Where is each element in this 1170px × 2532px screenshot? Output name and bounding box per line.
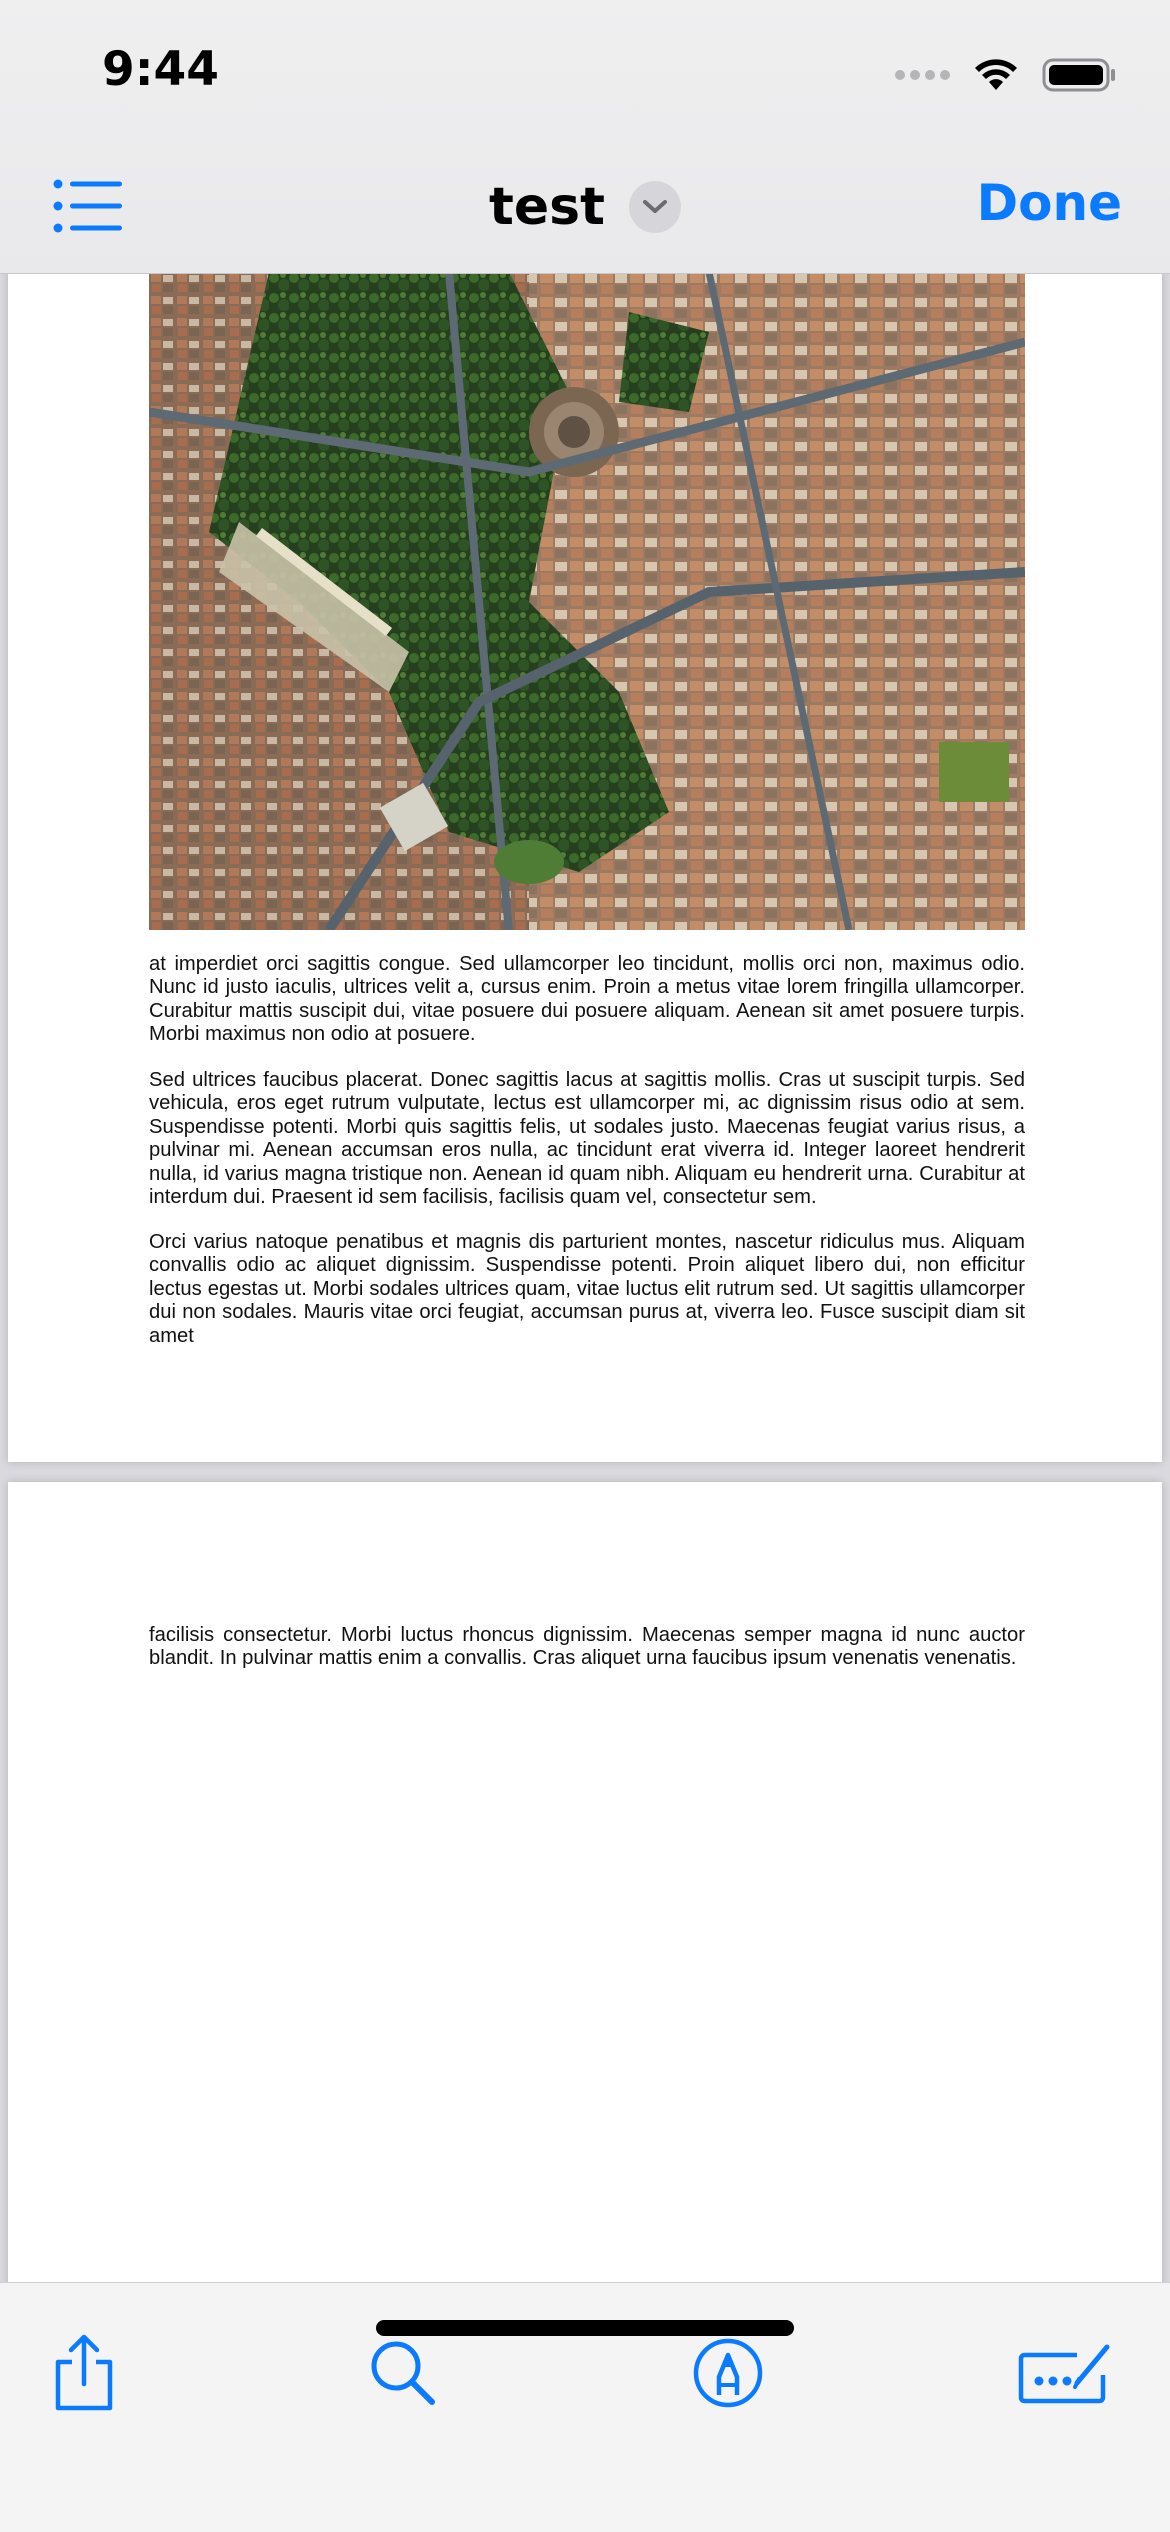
title-menu-button[interactable]: [629, 181, 681, 233]
top-bar: [0, 0, 1170, 274]
status-indicators: [895, 50, 1118, 100]
wifi-icon: [972, 57, 1020, 93]
markup-button[interactable]: [678, 2323, 778, 2423]
fill-and-sign-button[interactable]: [1014, 2323, 1116, 2423]
paragraph: facilisis consectetur. Morbi luctus rhoncus dignissim. Maecenas semper magna id nunc auctor blandit. In pulvinar mattis enim a convallis. Cras aliquet urna faucibus ipsum venenatis venenatis.: [149, 1624, 1025, 1670]
document-page-1[interactable]: [8, 270, 1162, 1462]
home-indicator[interactable]: [376, 2320, 794, 2336]
done-button[interactable]: Done: [976, 174, 1122, 232]
aerial-city-photo: [149, 272, 1025, 930]
search-icon: [368, 2338, 438, 2408]
chevron-down-icon: [642, 198, 668, 216]
paragraph: at imperdiet orci sagittis congue. Sed ullamcorper leo tincidunt, mollis orci non, maximus odio. Nunc id justo iaculis, ultrices velit a, cursus enim. Proin a metus vitae lorem fringilla ullamcorper. Curabitur mattis suscipit dui, vitae posuere dui posuere aliquam. Aenean sit amet posuere turpis. Morbi maximus non odio at posuere.: [149, 953, 1025, 1046]
battery-icon: [1042, 57, 1118, 93]
share-button[interactable]: [34, 2323, 134, 2423]
markup-icon: [692, 2337, 764, 2409]
search-button[interactable]: [353, 2323, 453, 2423]
form-fill-icon: [1017, 2341, 1113, 2405]
document-title: test: [489, 177, 605, 237]
cellular-signal-icon: [895, 70, 950, 80]
aerial-photo-illustration: [149, 272, 1025, 930]
share-icon: [52, 2334, 116, 2412]
paragraph: Orci varius natoque penatibus et magnis dis parturient montes, nascetur ridiculus mus. Aliquam convallis odio ac aliquet dignissim. Suspendisse potenti. Proin aliquet libero dui, non efficitur lectus egestas ut. Morbi sodales ultrices quam, vitae luctus elit rutrum sed. Ut sagittis ullamcorper dui non sodales. Mauris vitae orci feugiat, accumsan purus at, viverra leo. Fusce suscipit diam sit amet: [149, 1231, 1025, 1347]
status-time: 9:44: [102, 42, 219, 97]
paragraph: Sed ultrices faucibus placerat. Donec sagittis lacus at sagittis mollis. Cras ut suscipit turpis. Sed vehicula, eros eget rutrum vulputate, lectus est ullamcorper mi, ac dignissim risus odio at sem. Suspendisse potenti. Morbi quis sagittis felis, ut sodales justo. Maecenas feugiat varius risus, a pulvinar mi. Aenean accumsan eros nulla, ac tincidunt erat viverra id. Integer laoreet hendrerit nulla, id varius magna tristique non. Aenean id quam nibh. Aliquam eu hendrerit urna. Curabitur at interdum dui. Praesent id sem facilisis, facilisis quam vel, consectetur sem.: [149, 1069, 1025, 1209]
